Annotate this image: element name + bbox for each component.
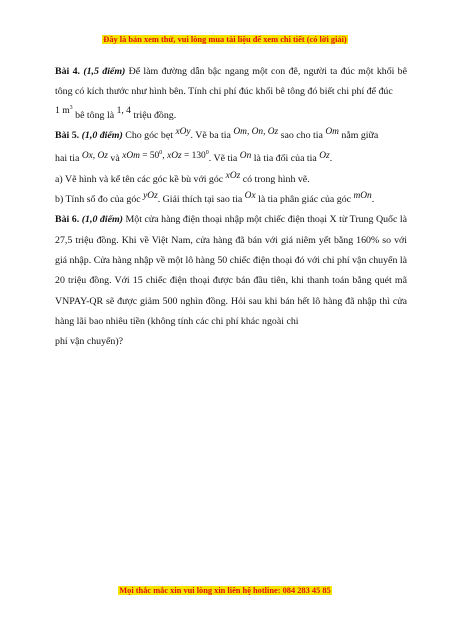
- bai5-t5: hai tia: [55, 153, 80, 165]
- bai5-part-a: [55, 170, 407, 190]
- bai5-b-angle-yoz: yOz: [143, 191, 158, 202]
- bai5-ray-on: On: [239, 150, 252, 161]
- preview-banner-text: Đây là bản xem thử, vui lòng mua tài liệu để xem chi tiết (có lời giải): [103, 35, 347, 44]
- bai5-rays: Om, On, Oz: [233, 127, 279, 138]
- bai5-b-ray-ox: Ox: [244, 191, 256, 202]
- bai6-points: (1,0 điểm): [81, 214, 123, 226]
- exercise-content: [55, 62, 407, 352]
- bai4-points: (1,5 điểm): [83, 66, 126, 77]
- bai5-angle-xoy: xOy: [175, 127, 191, 138]
- bai5-a-angle: xOz: [225, 170, 241, 181]
- bai5-points: (1,0 điểm): [81, 130, 123, 142]
- hotline-text: Mọi thắc mắc xin vui lòng xin liên hệ hotline: 084 283 45 85: [119, 586, 331, 595]
- preview-banner: [0, 29, 450, 47]
- bai6-last-line: phí vận chuyển)?: [55, 336, 124, 348]
- bai4-line3a: bê tông là: [75, 109, 115, 121]
- bai5-b-angle-mon: mOn: [353, 191, 372, 202]
- bai5-t1: Cho góc bẹt: [125, 130, 173, 142]
- bai6-body: Một cửa hàng điện thoại nhập một chiếc điện thoại X từ Trung Quốc là 27,5 triệu đồng. Khi về Việt Nam, cửa hàng đã bán với giá niêm yết bằng 160% so với giá nhập. Cửa hàng nhập về một lô hàng 50 chiếc điện thoại đó với chi phí vận chuyển là 20 triệu đồng. Với 15 chiếc điện thoại được bán đầu tiên, khi thanh toán bằng quét mã VNPAY-QR sẽ được giảm 500 nghìn đồng. Hỏi sau khi bán hết lô hàng đã nhập thì cửa hàng lãi bao nhiêu tiền (không tính các chi phí khác ngoài chi: [55, 214, 408, 327]
- bai4-line3b: triệu đồng.: [133, 109, 177, 121]
- bai5-t3: sao cho tia: [280, 130, 323, 142]
- bai5-angle-xoz: xOz = $130^0$: [167, 149, 209, 161]
- bai5-t8: là tia đối của tia: [253, 153, 317, 165]
- bai5-a1: a) Vẽ hình và kể tên các góc kề bù với góc: [55, 173, 224, 185]
- bai4-line3: [55, 103, 407, 126]
- bai6-paragraph: [55, 210, 407, 332]
- bai5-ray-oz: Oz: [319, 150, 330, 161]
- bai4-price: 1, 4: [116, 104, 131, 116]
- bai5-a2: có trong hình vẽ.: [242, 173, 310, 185]
- bai4-line2: tông có kích thước như hình bên. Tính chi phí đúc khối bê tông đó biết chi phí để đúc: [55, 86, 393, 98]
- bai5-b4: .: [371, 194, 375, 206]
- bai5-t4: nằm giữa: [341, 130, 379, 142]
- bai5-line2: [55, 146, 407, 169]
- hotline-footer: [0, 580, 450, 598]
- bai5-title: Bài 5.: [55, 130, 80, 142]
- bai4-unit: 1 $m^3$: [55, 104, 73, 116]
- bai5-b1: b) Tính số đo của góc: [55, 194, 141, 206]
- bai5-t6: và: [110, 153, 120, 165]
- bai5-t9: .: [329, 153, 333, 165]
- bai5-rays-ox-oz: Ox, Oz: [81, 150, 108, 161]
- bai4-title: Bài 4.: [55, 66, 80, 77]
- bai5-t2: . Vẽ ba tia: [190, 130, 231, 142]
- bai5-paragraph: [55, 126, 407, 146]
- bai4-paragraph: [55, 62, 407, 103]
- bai5-b3: là tia phân giác của góc: [258, 194, 352, 206]
- bai5-angle-xom: xOm = $50^0$,: [122, 149, 165, 161]
- bai4-line1: Để làm đường dẫn bậc ngang một con đê, người ta đúc một khối bê: [128, 66, 408, 77]
- bai5-ray-om: Om: [325, 127, 339, 138]
- bai5-t7: . Vẽ tia: [208, 153, 238, 165]
- bai5-part-b: [55, 190, 407, 210]
- bai6-title: Bài 6.: [55, 214, 80, 226]
- bai5-b2: . Giải thích tại sao tia: [157, 194, 243, 206]
